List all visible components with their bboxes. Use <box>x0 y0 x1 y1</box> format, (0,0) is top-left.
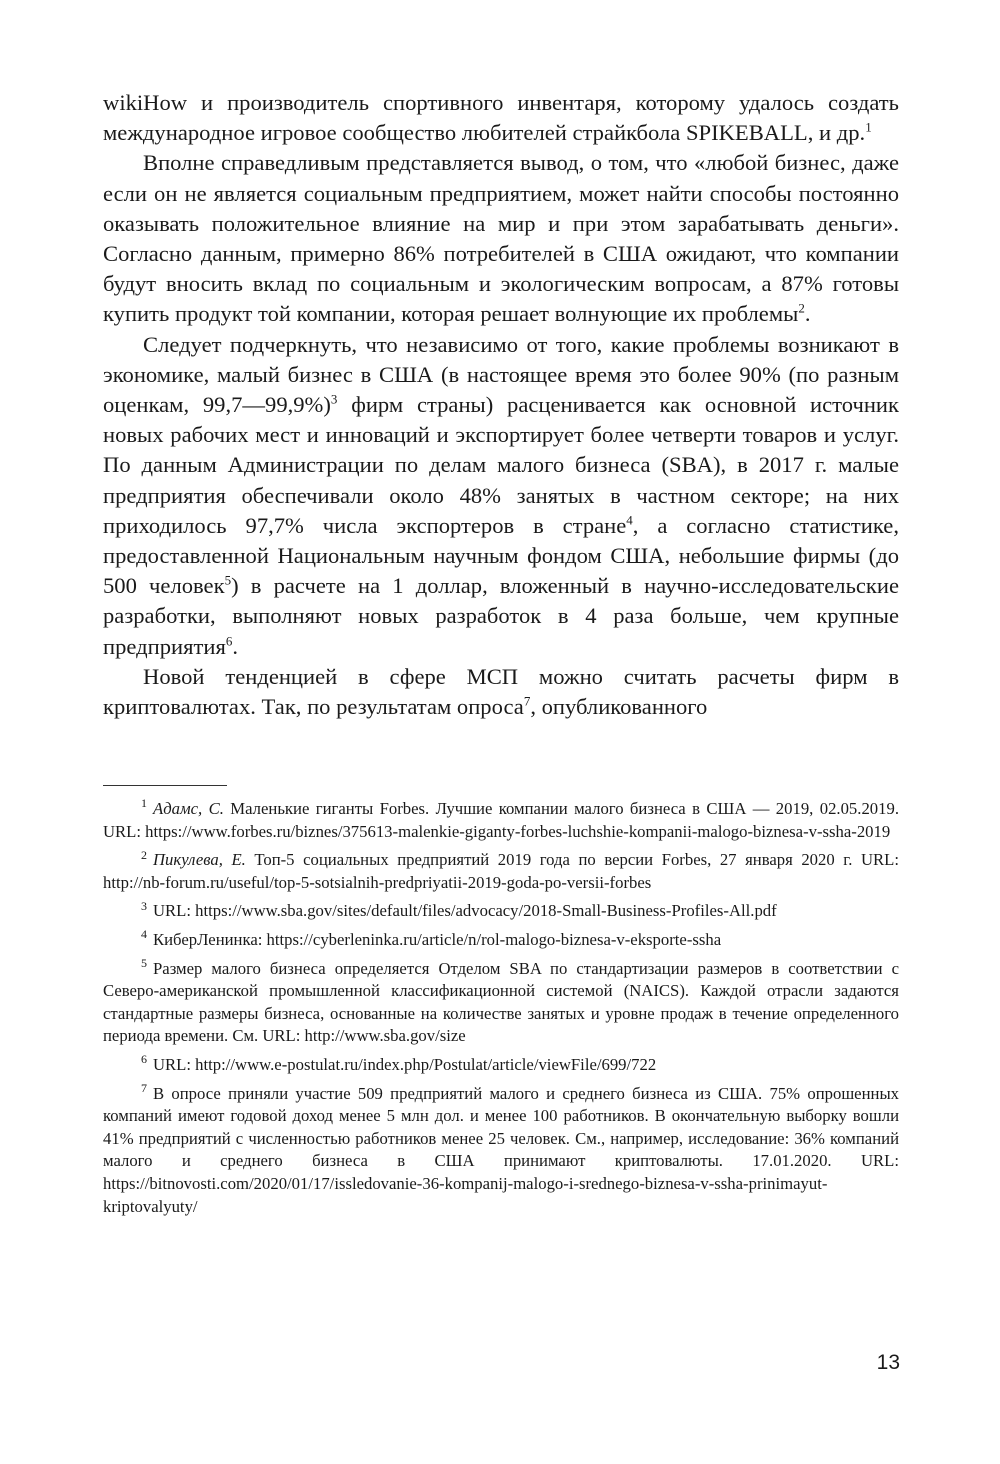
footnote-number: 7 <box>141 1080 147 1095</box>
footnote-ref[interactable]: 6 <box>225 633 233 649</box>
footnote-ref[interactable]: 3 <box>330 391 338 407</box>
footnote <box>103 798 899 843</box>
paragraph-continuation <box>103 88 899 148</box>
text-run: Новой тенденцией в сфере МСП можно считать расчеты фирм в криптовалютах. Так, по результатам опроса <box>103 663 899 720</box>
main-text <box>103 88 899 722</box>
footnote-text: КиберЛенинка: https://cyberleninka.ru/article/n/rol-malogo-biznesa-v-eksporte-ssha <box>153 929 722 949</box>
footnote-ref[interactable]: 4 <box>626 512 633 528</box>
footnote-number: 4 <box>141 927 147 942</box>
footnote-text: В опросе приняли участие 509 предприятий малого и среднего бизнеса из США. 75% опрошенных компаний имеют годовой доход менее 5 млн дол. и менее 100 работников. В окончательную выборку вошли 41% предприятий с численностью работников менее 25 человек. См., например, исследование: 36% компаний малого и среднего бизнеса в США принимают криптовалюты. 17.01.2020. URL: https://bitnovosti.com/2020/01/17/issledovanie-36-kompanij-malogo-i-srednego-biznesa-v-ssha-prinimayut-kriptovalyuty/ <box>103 1083 899 1216</box>
footnote-author: Адамс, С. <box>153 799 224 818</box>
text-run: . <box>804 301 811 327</box>
footnote-separator <box>103 785 227 786</box>
page-number: 13 <box>876 1351 900 1374</box>
footnote-text: URL: https://www.sba.gov/sites/default/files/advocacy/2018-Small-Business-Profiles-All.pdf <box>153 901 777 921</box>
footnote-number: 2 <box>141 847 147 862</box>
footnote-ref[interactable]: 7 <box>523 693 531 709</box>
text-run: Вполне справедливым представляется вывод, о том, что «любой бизнес, даже если он не является социальным предприятием, может найти способы постоянно оказывать положительное влияние на мир и при этом зарабатывать деньги». Согласно данным, примерно 86% потребителей в США ожидают, что компании будут вносить вклад по социальным и экологическим вопросам, а 87% готовы купить продукт той компании, которая решает волнующие их проблемы <box>103 150 899 327</box>
text-run: Следует подчеркнуть, что независимо от того, какие проблемы возникают в экономике, малый бизнес в США (в настоящее время это более 90% (по разным оценкам, 99,7—99,9%) <box>103 331 899 418</box>
footnote <box>103 849 899 894</box>
footnote-number: 6 <box>141 1052 147 1067</box>
paragraph <box>103 330 899 662</box>
footnote-ref[interactable]: 1 <box>865 119 872 135</box>
paragraph <box>103 662 899 722</box>
footnote-number: 3 <box>141 898 147 913</box>
text-run: , а согласно статистике, предоставленной Национальным научным фондом США, небольшие фирмы (до 500 человек <box>103 512 899 599</box>
text-run: фирм страны) расценивается как основной источник новых рабочих мест и инноваций и экспортирует более четверти товаров и услуг. По данным Администрации по делам малого бизнеса (SBA), в 2017 г. малые предприятия обеспечивали около 48% занятых в частном секторе; на них приходилось 97,7% числа экспортеров в стране <box>103 392 899 538</box>
paragraph <box>103 148 899 329</box>
footnote <box>103 1080 899 1219</box>
footnote-number: 5 <box>141 956 147 970</box>
footnotes <box>103 798 899 1224</box>
footnote-author: Пикулева, Е. <box>153 850 246 870</box>
text-run: ) в расчете на 1 доллар, вложенный в научно-исследовательские разработки, выполняют новых разработок в 4 раза больше, чем крупные предприятия <box>103 573 900 659</box>
footnote-ref[interactable]: 5 <box>224 572 232 588</box>
footnote <box>103 1054 899 1077</box>
footnote <box>103 929 899 952</box>
footnote-text: Маленькие гиганты Forbes. Лучшие компании малого бизнеса в США — 2019, 02.05.2019. URL: https://www.forbes.ru/biznes/375613-malenkie-giganty-forbes-luchshie-kompanii-malogo-biznesa-v-ssha-2019 <box>103 799 899 841</box>
footnote <box>103 900 899 923</box>
text-run: . <box>232 633 238 659</box>
footnote <box>103 958 899 1048</box>
text-run: wikiHow и производитель спортивного инвентаря, которому удалось создать международное игровое сообщество любителей страйкбола SPIKEBALL, и др. <box>103 90 899 146</box>
footnote-ref[interactable]: 2 <box>798 300 805 316</box>
text-run: , опубликованного <box>530 694 708 720</box>
footnote-text: Размер малого бизнеса определяется Отделом SBA по стандартизации размеров в соответствии с Северо-американской промышленной классификационной системой (NAICS). Каждой отрасли задаются стандартные размеры бизнеса, основанные на количестве занятых и уровне продаж в течение определенного периода времени. См. URL: http://www.sba.gov/size <box>103 958 899 1046</box>
footnote-text: Топ-5 социальных предприятий 2019 года по версии Forbes, 27 января 2020 г. URL: http://nb-forum.ru/useful/top-5-sotsialnih-predpriyatii-2019-goda-po-versii-forbes <box>103 850 899 892</box>
footnote-text: URL: http://www.e-postulat.ru/index.php/Postulat/article/viewFile/699/722 <box>153 1054 657 1074</box>
footnote-number: 1 <box>141 796 147 811</box>
